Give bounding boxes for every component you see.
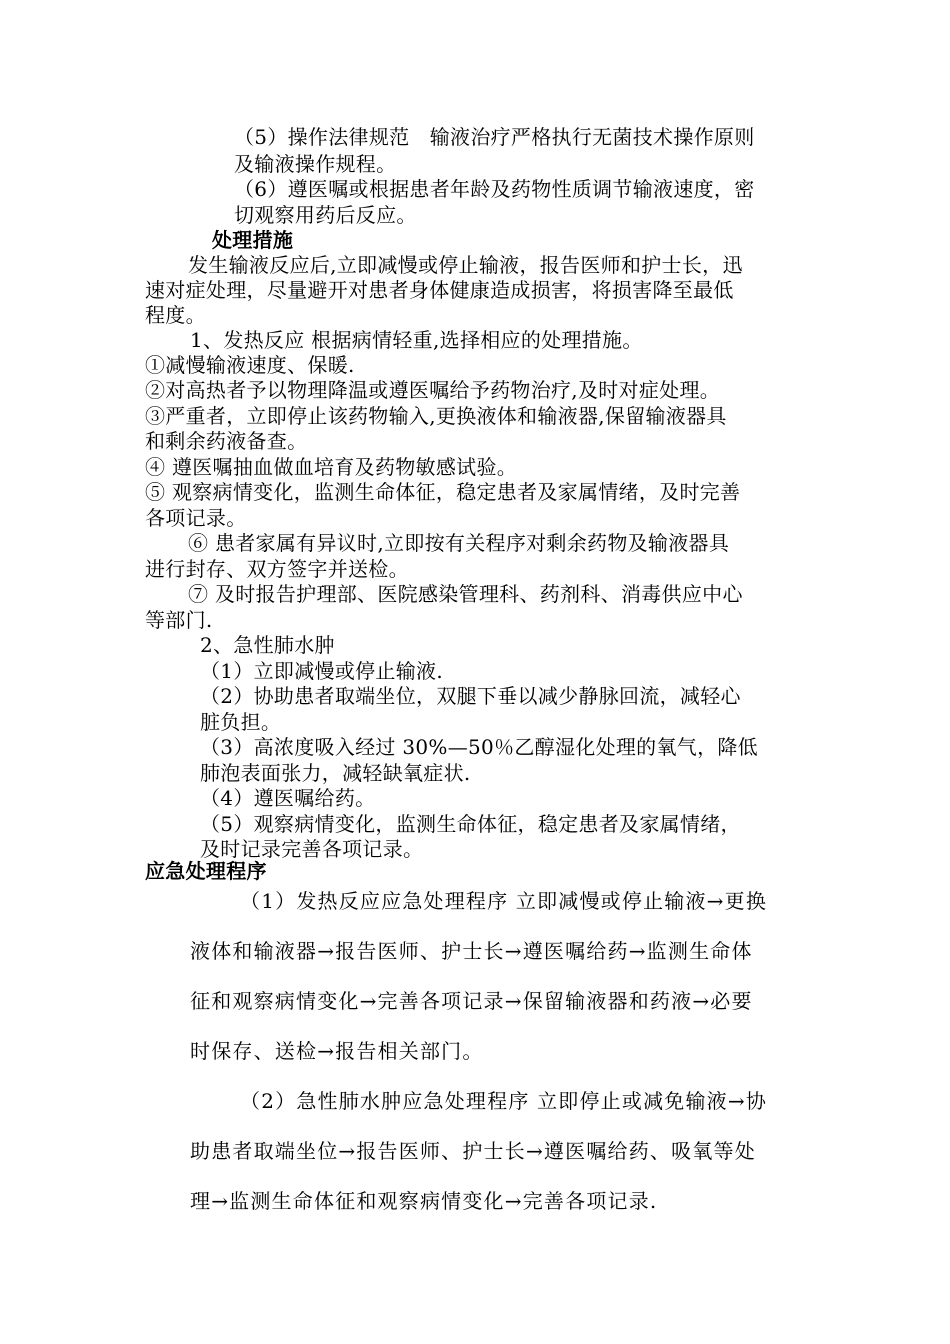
list-item: ④ 遵医嘱抽血做血培育及药物敏感试验。 (145, 455, 518, 479)
text-line: 程度。 (145, 303, 206, 327)
list-item: （5）观察病情变化，监测生命体征，稳定患者及家属情绪， (200, 812, 741, 836)
procedure-line: 助患者取端坐位→报告医师、护士长→遵医嘱给药、吸氧等处 (190, 1139, 756, 1163)
list-item: 等部门. (145, 608, 213, 632)
list-item: ②对高热者予以物理降温或遵医嘱给予药物治疗,及时对症处理。 (145, 378, 721, 402)
text-line: （5）操作法律规范 输液治疗严格执行无菌技术操作原则 (234, 125, 755, 149)
subsection-title: 1、发热反应 根据病情轻重,选择相应的处理措施。 (190, 328, 643, 352)
text-line: （6）遵医嘱或根据患者年龄及药物性质调节输液速度，密 (234, 177, 755, 201)
list-item: 及时记录完善各项记录。 (200, 837, 424, 861)
list-item: 进行封存、双方签字并送检。 (145, 557, 409, 581)
list-item: ⑥ 患者家属有异议时,立即按有关程序对剩余药物及输液器具 (188, 531, 730, 555)
list-item: 和剩余药液备查。 (145, 429, 308, 453)
list-item: ①减慢输液速度、保暖. (145, 353, 355, 377)
list-item: 脏负担。 (200, 710, 282, 734)
subsection-title: 2、急性肺水肿 (200, 633, 335, 657)
list-item: ⑤ 观察病情变化，监测生命体征，稳定患者及家属情绪，及时完善 (145, 480, 741, 504)
procedure-line: 征和观察病情变化→完善各项记录→保留输液器和药液→必要 (190, 989, 753, 1013)
procedure-line: 时保存、送检→报告相关部门。 (190, 1039, 484, 1063)
section-heading: 应急处理程序 (145, 859, 267, 883)
list-item: （4）遵医嘱给药。 (200, 786, 376, 810)
procedure-line: 液体和输液器→报告医师、护士长→遵医嘱给药→监测生命体 (190, 939, 753, 963)
procedure-line: （2）急性肺水肿应急处理程序 立即停止或减免输液→协 (240, 1089, 768, 1113)
list-item: ③严重者，立即停止该药物输入,更换液体和输液器,保留输液器具 (145, 404, 727, 428)
procedure-line: （1）发热反应应急处理程序 立即减慢或停止输液→更换 (240, 889, 768, 913)
text-line: 发生输液反应后,立即减慢或停止输液，报告医师和护士长，迅 (188, 253, 743, 277)
text-line: 及输液操作规程。 (234, 152, 397, 176)
list-item: （1）立即减慢或停止输液. (200, 659, 443, 683)
section-heading: 处理措施 (212, 228, 294, 252)
list-item: （2）协助患者取端坐位，双腿下垂以减少静脉回流，减轻心 (200, 684, 741, 708)
text-line: 切观察用药后反应。 (234, 203, 417, 227)
procedure-line: 理→监测生命体征和观察病情变化→完善各项记录. (190, 1189, 658, 1213)
list-item: ⑦ 及时报告护理部、医院感染管理科、药剂科、消毒供应中心 (188, 582, 743, 606)
list-item: 肺泡表面张力，减轻缺氧症状. (200, 761, 471, 785)
list-item: （3）高浓度吸入经过 30%—50％乙醇湿化处理的氧气，降低 (200, 735, 758, 759)
text-line: 速对症处理，尽量避开对患者身体健康造成损害，将损害降至最低 (145, 278, 734, 302)
list-item: 各项记录。 (145, 506, 247, 530)
